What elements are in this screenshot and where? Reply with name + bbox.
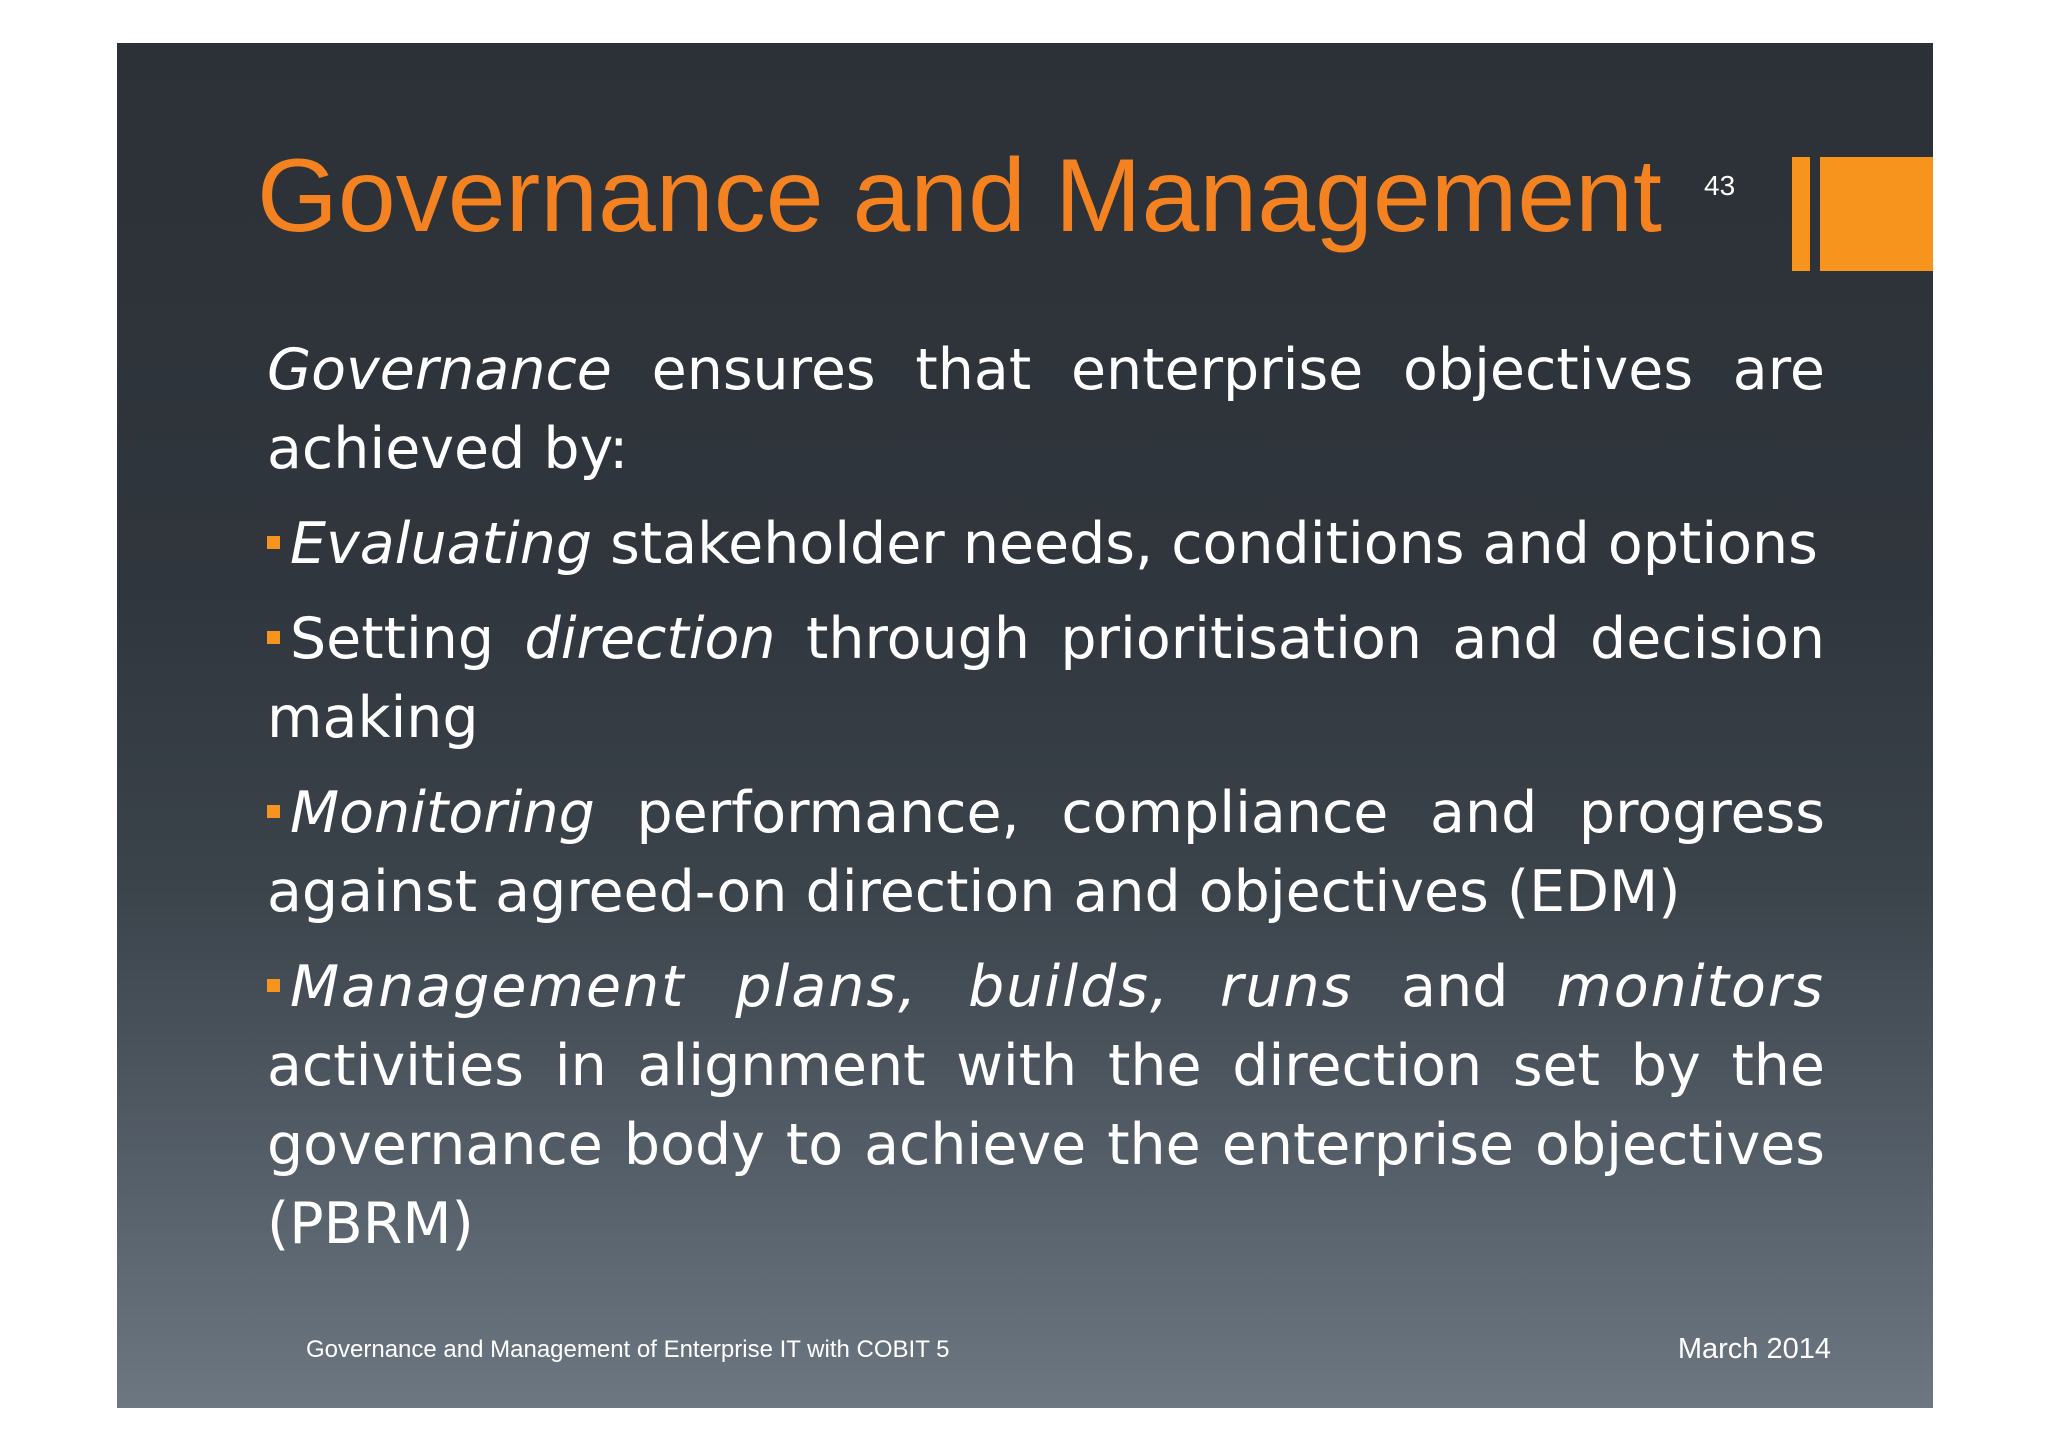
bullet-italic: Evaluating (290, 511, 593, 577)
slide-number: 43 (1704, 170, 1736, 201)
bullet-item-management (267, 948, 1825, 1264)
bullet-pre: Setting (290, 606, 525, 672)
footer-date: March 2014 (1677, 1333, 1831, 1365)
intro-text: ensures that enterprise objectives are achieved by: (267, 337, 1825, 482)
accent-bar-block (1820, 157, 1933, 271)
square-bullet-icon (267, 631, 280, 644)
square-bullet-icon (267, 979, 280, 992)
bullet-text: through prioritisation and decision making (267, 606, 1825, 751)
accent-bar-thin (1792, 157, 1810, 271)
bullet-italic: Monitoring (290, 780, 595, 846)
intro-italic: Governance (267, 337, 612, 403)
slide-title: Governance and Management (257, 138, 1662, 254)
management-mid: and (1353, 954, 1557, 1020)
slide-body (267, 331, 1825, 1264)
square-bullet-icon (267, 536, 280, 549)
square-bullet-icon (267, 805, 280, 818)
bullet-text: performance, compliance and progress against agreed-on direction and objectives (EDM) (267, 780, 1825, 925)
bullet-item-evaluating (267, 505, 1825, 584)
management-text: activities in alignment with the direction set by the governance body to achieve the enterprise objectives (PBRM) (267, 1033, 1825, 1257)
footer-title: Governance and Management of Enterprise IT with COBIT 5 (306, 1336, 950, 1363)
bullet-text: stakeholder needs, conditions and options (592, 511, 1818, 577)
intro-paragraph (267, 331, 1825, 489)
bullet-item-monitoring (267, 774, 1825, 932)
slide (117, 43, 1933, 1408)
management-italic-monitors: monitors (1556, 954, 1825, 1020)
bullet-italic: direction (524, 606, 776, 672)
bullet-item-direction (267, 600, 1825, 758)
management-italic: Management plans, builds, runs (290, 954, 1354, 1020)
